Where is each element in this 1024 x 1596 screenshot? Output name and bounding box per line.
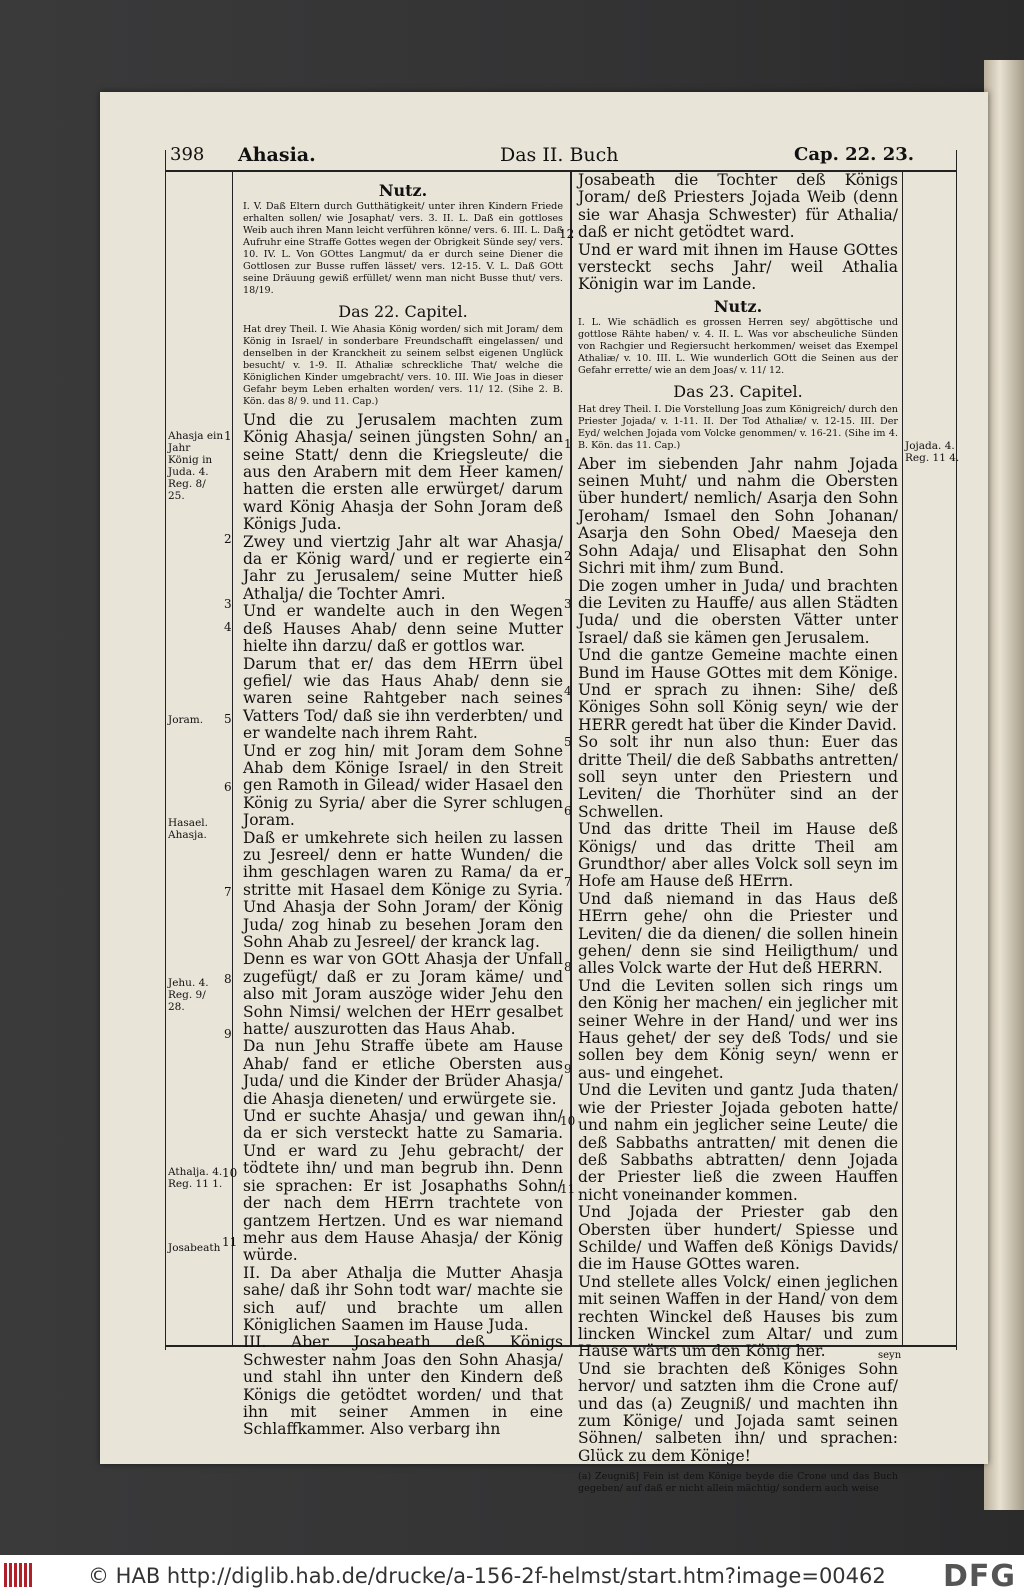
facing-page-edge — [984, 60, 1024, 1510]
verse-number: 4 — [564, 684, 572, 698]
verse-text: Josabeath die Tochter deß Königs Joram/ deß Priesters Jojada Weib (denn sie war Ahasja Schwester) für Athalia/ daß er nicht getödtet ward. — [578, 171, 898, 242]
verse-text: Und die gantze Gemeine machte einen Bund im Hause GOttes mit dem Könige. Und er sprach zu ihnen: Sihe/ deß Königes Sohn soll König seyn/ wie der HERR geredt hat über die Kinder David. — [578, 646, 898, 734]
verse-number: 7 — [564, 875, 572, 889]
verse-text: Und die Leviten sollen sich rings um den König her machen/ ein jeglicher mit seiner Wehre in der Hand/ und wer ins Haus gehet/ der sey deß Tods/ und sie sollen bey dem König seyn/ wenn er aus- und eingehet. — [578, 976, 898, 1082]
verse-number: 5 — [564, 735, 572, 749]
dfg-logo: DFG — [942, 1559, 1016, 1594]
margin-note: Hasael. Ahasja. — [168, 817, 208, 841]
verse-number: 8 — [224, 972, 232, 986]
verse-text: Und er suchte Ahasja/ und gewan ihn/ da er sich versteckt hatte zu Samaria. Und er ward zu Jehu gebracht/ der tödtete ihn/ und man begrub ihn. Denn sie sprachen: Er ist Josaphaths Sohn/ der nach dem HErrn trachtete von gantzem Hertzen. Und es war niemand mehr aus dem Hause Ahasja/ der König würde. — [243, 1107, 563, 1265]
margin-note: Joram. — [168, 714, 204, 726]
verse-text: Die zogen umher in Juda/ und brachten die Leviten zu Hauffe/ aus allen Städten Juda/ und die obersten Vätter unter Israel/ daß sie kämen gen Jerusalem. — [578, 576, 898, 647]
margin-note: Jojada. 4. Reg. 11 4. — [905, 440, 960, 464]
verse-text: Und die Leviten und gantz Juda thaten/ wie der Priester Jojada geboten hatte/ und nahm ein jeglicher seine Leute/ die deß Sabbaths antratten/ mit denen die deß Sabbaths abtratten/ denn Jojada der Priester ließ die zween Hauffen nicht voneinander kommen. — [578, 1081, 898, 1204]
verse-text: Und die zu Jerusalem machten zum König Ahasja/ seinen jüngsten Sohn/ an seine Statt/ denn die Kriegsleute/ die aus den Arabern mit dem Heer kamen/ hatten die ersten alle erwürget/ darum ward König Ahasja der Sohn Joram deß Königs Juda. — [243, 410, 563, 534]
verse-number: 9 — [564, 1062, 572, 1076]
verse-text: II. Da aber Athalja die Mutter Ahasja sahe/ daß ihr Sohn todt war/ machte sie sich auf/ und brachte um allen Königlichen Saamen im Hause Juda. — [243, 1263, 563, 1334]
chapter-summary: Hat drey Theil. I. Die Vorstellung Joas zum Königreich/ durch den Priester Jojada/ v. 1-11. II. Der Tod Athaliæ/ v. 12-15. III. Der Eyd/ welchen Jojada vom Volcke genommen/ v. 16-21. (Sihe im 4. B. Kön. das 11. Cap.) — [578, 403, 898, 451]
verse-number: 12 — [559, 227, 575, 241]
verse-number: 2 — [564, 549, 572, 563]
verse-number: 8 — [564, 960, 572, 974]
nutz-text: I. V. Daß Eltern durch Gutthätigkeit/ unter ihren Kindern Friede erhalten sollen/ wie Josaphat/ vers. 3. II. L. Daß ein gottloses Weib auch ihren Mann leicht verführen könne/ vers. 6. III. L. Daß Aufruhr eine Straffe Gottes wegen der Obrigkeit Sünde sey/ vers. 10. IV. L. Von GOttes Langmut/ da er durch seine Diener die Gottlosen zur Busse ruffen lässet/ vers. 12-15. V. L. Daß GOtt seine Dräuung gewiß erfüllet/ wenn man nicht Busse thut/ vers. 18/19. — [243, 201, 563, 297]
verse-text: Zwey und viertzig Jahr alt war Ahasja/ da er König ward/ und er regierte ein Jahr zu Jerusalem/ seine Mutter hieß Athalja/ die Tochter Amri. — [243, 532, 563, 603]
chapter-label: Cap. 22. 23. — [794, 144, 915, 165]
verse-text: Und das dritte Theil im Hause deß Königs/ und das dritte Theil am Grundthor/ aber alles Volck soll seyn im Hofe am Hause deß HErrn. — [578, 820, 898, 891]
verse-text: Daß er umkehrete sich heilen zu lassen zu Jesreel/ denn er hatte Wunden/ die ihm geschlagen waren zu Rama/ da er stritte mit Hasael dem Könige zu Syria. Und Ahasja der Sohn Joram/ der König Juda/ zog hinab zu besehen Joram den Sohn Ahab zu Jesreel/ der kranck lag. — [243, 828, 563, 951]
verse-number: 3 — [224, 597, 232, 611]
verse-text: Und Jojada der Priester gab den Obersten über hundert/ Spiesse und Schilde/ und Waffen deß Königs Davids/ die im Hause GOttes waren. — [578, 1203, 898, 1274]
verse-number: 6 — [224, 780, 232, 794]
margin-note: Josabeath — [168, 1242, 221, 1254]
chapter-heading: Das 22. Capitel. — [338, 302, 468, 322]
verse-number: 11 — [560, 1182, 576, 1196]
nutz-heading: Nutz. — [378, 181, 428, 200]
catchword: seyn — [878, 1350, 902, 1361]
verse-number: 10 — [560, 1114, 576, 1128]
verse-number: 7 — [224, 885, 232, 899]
verse-text: So solt ihr nun also thun: Euer das dritte Theil/ die deß Sabbaths antretten/ soll seyn unter den Priestern und Leviten/ die Thorhüter sind an der Schwellen. — [578, 733, 898, 821]
margin-note: Jehu. 4. Reg. 9/ 28. — [168, 977, 209, 1013]
margin-note: Athalja. 4. Reg. 11 1. — [168, 1166, 223, 1190]
left-column — [243, 178, 563, 1439]
verse-text: III. Aber Josabeath deß Königs Schwester nahm Joas den Sohn Ahasja/ und stahl ihn unter den Kindern deß Königs die getödtet worden/ und that ihn mit seiner Ammen in eine Schlaffkammer. Also verbarg ihn — [243, 1333, 563, 1439]
verse-text: Darum that er/ das dem HErrn übel gefiel/ wie das Haus Ahab/ denn sie waren seine Rahtgeber nach seines Vatters Tod/ daß sie ihn verderbten/ und er wandelte nach ihrem Raht. — [243, 654, 563, 743]
verse-text: Da nun Jehu Straffe übete am Hause Ahab/ fand er etliche Obersten aus Juda/ und die Kinder der Brüder Ahasja/ die Ahasja dieneten/ und erwürgete sie. — [243, 1037, 563, 1108]
chapter-summary: Hat drey Theil. I. Wie Ahasia König worden/ sich mit Joram/ dem König in Israel/ in sonderbare Freundschafft eingelassen/ und denselben in der Kranckheit zu seinem selbst eigenen Unglück besucht/ v. 1-9. II. Athaliæ schreckliche That/ welche die Königlichen Kinder umgebracht/ vers. 10. III. Wie Joas in dieser Gefahr beym Leben erhalten worden/ vers. 11/ 12. (Sihe 2. B. Kön. das 8/ 9. und 11. Cap.) — [243, 323, 563, 407]
footer-bar — [0, 1555, 1024, 1596]
verse-number: 1 — [224, 429, 232, 443]
verse-text: Und er ward mit ihnen im Hause GOttes versteckt sechs Jahr/ weil Athalia Königin war im Lande. — [578, 240, 898, 294]
verse-number: 5 — [224, 712, 232, 726]
verse-number: 3 — [564, 597, 572, 611]
margin-note: Ahasja ein Jahr König in Juda. 4. Reg. 8/ 25. — [168, 430, 224, 502]
nutz-text: I. L. Wie schädlich es grossen Herren sey/ abgöttische und gottlose Rähte haben/ v. 4. II. L. Was vor abscheuliche Sünden von Rachgier und Regiersucht herkommen/ weiset das Exempel Athaliæ/ v. 10. III. L. Wie wunderlich GOtt die Seinen aus der Gefahr errette/ wie an dem Joas/ v. 11/ 12. — [578, 317, 898, 377]
verse-text: Und daß niemand in das Haus deß HErrn gehe/ ohn die Priester und Leviten/ die da dienen/ die sollen hinein gehen/ denn sie sind Heiligthum/ und alles Volck warte der Hut deß HERRN. — [578, 889, 898, 978]
verse-text: Denn es war von GOtt Ahasja der Unfall zugefügt/ daß er zu Joram käme/ und also mit Joram auszöge wider Jehu den Sohn Nimsi/ welchen der HErr gesalbet hatte/ auszurotten das Haus Ahab. — [243, 950, 563, 1039]
verse-number: 11 — [222, 1235, 238, 1249]
verse-number: 9 — [224, 1027, 232, 1041]
verse-text: Und er wandelte auch in den Wegen deß Hauses Ahab/ denn seine Mutter hielte ihn darzu/ daß er gottlos war. — [243, 602, 563, 656]
book-title: Das II. Buch — [500, 144, 619, 166]
chapter-heading: Das 23. Capitel. — [673, 382, 803, 402]
right-column — [578, 172, 898, 1495]
nutz-heading: Nutz. — [713, 296, 763, 316]
verse-text: Und stellete alles Volck/ einen jeglichen mit seinen Waffen in der Hand/ von dem rechten Winckel deß Hauses bis zum lincken Winckel zum Altar/ und zum Hause wärts um den König her. — [578, 1272, 898, 1361]
verse-number: 6 — [564, 804, 572, 818]
footer-credit-link[interactable]: © HAB http://diglib.hab.de/drucke/a-156-2f-helmst/start.htm?image=00462 — [88, 1564, 886, 1588]
verse-number: 1 — [564, 437, 572, 451]
hab-logo-icon — [4, 1563, 44, 1587]
verse-text: Und sie brachten deß Königes Sohn hervor/ und satzten ihm die Crone auf/ und das (a) Zeugniß/ und machten ihn zum Könige/ und Jojada samt seinen Söhnen/ salbeten ihn/ und sprachen: Glück zu dem Könige! — [578, 1359, 898, 1465]
verse-text: Aber im siebenden Jahr nahm Jojada seinen Muht/ und nahm die Obersten über hundert/ nemlich/ Asarja den Sohn Jeroham/ Ismael den Sohn Johanan/ Asarja den Sohn Obed/ Maeseja den Sohn Adaja/ und Elisaphat den Sohn Sichri mit ihm/ zum Bund. — [578, 454, 898, 578]
verse-text: Und er zog hin/ mit Joram dem Sohne Ahab dem Könige Israel/ in den Streit gen Ramoth in Gilead/ wider Hasael den König zu Syria/ aber die Syrer schlugen Joram. — [243, 741, 563, 830]
verse-number: 2 — [224, 532, 232, 546]
running-name: Ahasia. — [238, 144, 316, 166]
verse-number: 10 — [222, 1166, 238, 1180]
page-number: 398 — [170, 144, 205, 165]
book-page — [100, 92, 988, 1495]
verse-number: 4 — [224, 620, 232, 634]
footnote: (a) Zeugniß] Fein ist dem Könige beyde die Crone und das Buch gegeben/ auf daß er nicht allein mächtig/ sondern auch weise — [578, 1471, 898, 1495]
